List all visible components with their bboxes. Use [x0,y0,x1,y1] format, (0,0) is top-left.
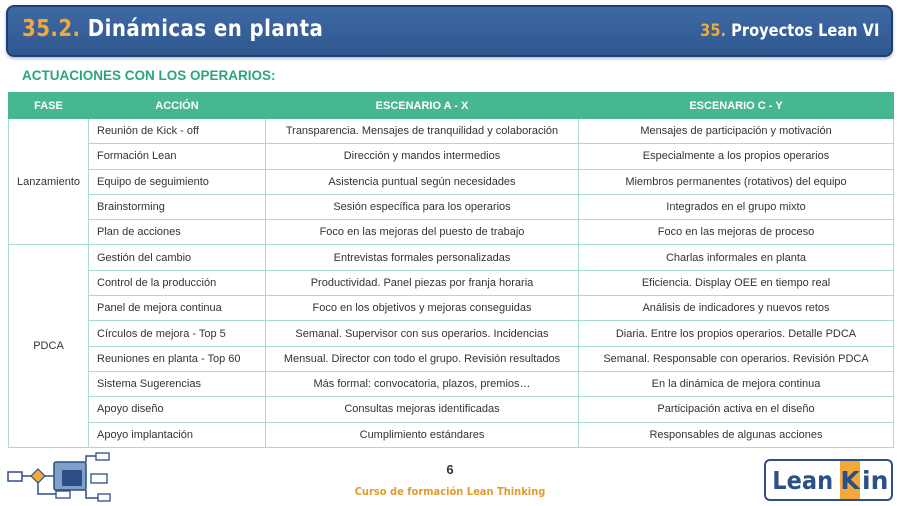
escenario-c-y-cell: Charlas informales en planta [579,245,894,270]
page-number: 6 [446,462,454,477]
title-text: Dinámicas en planta [87,16,324,42]
course-module-text: Proyectos Lean VI [730,21,879,41]
escenario-c-y-cell: Semanal. Responsable con operarios. Revisión PDCA [579,346,894,371]
accion-cell: Equipo de seguimiento [89,169,266,194]
escenario-a-x-cell: Foco en los objetivos y mejoras conseguidas [266,296,579,321]
accion-cell: Brainstorming [89,194,266,219]
accion-cell: Formación Lean [89,144,266,169]
footer-course-name: Curso de formación Lean Thinking [354,485,546,498]
escenario-a-x-cell: Transparencia. Mensajes de tranquilidad y colaboración [266,119,579,144]
escenario-a-x-cell: Consultas mejoras identificadas [266,397,579,422]
logo-letters-in: in [862,465,889,495]
fase-cell: PDCA [9,245,89,447]
escenario-a-x-cell: Cumplimiento estándares [266,422,579,447]
section-title: ACTUACIONES CON LOS OPERARIOS: [22,68,276,83]
escenario-c-y-cell: Miembros permanentes (rotativos) del equipo [579,169,894,194]
table-row [9,194,894,219]
title-number: 35.2. [22,16,81,42]
logo-kin [840,461,891,499]
table-body [9,119,894,448]
table-row [9,270,894,295]
table-row [9,422,894,447]
escenario-c-y-cell: Integrados en el grupo mixto [579,194,894,219]
escenario-c-y-cell: Análisis de indicadores y nuevos retos [579,296,894,321]
accion-cell: Apoyo diseño [89,397,266,422]
escenario-a-x-cell: Entrevistas formales personalizadas [266,245,579,270]
escenario-a-x-cell: Dirección y mandos intermedios [266,144,579,169]
table-row [9,169,894,194]
escenario-c-y-cell: Responsables de algunas acciones [579,422,894,447]
table-row [9,371,894,396]
header-escenario-c-y: ESCENARIO C - Y [579,93,894,119]
accion-cell: Reunión de Kick - off [89,119,266,144]
logo-letter-k: K [840,461,860,499]
page-title [22,16,323,42]
escenario-c-y-cell: Participación activa en el diseño [579,397,894,422]
escenario-c-y-cell: Eficiencia. Display OEE en tiempo real [579,270,894,295]
accion-cell: Control de la producción [89,270,266,295]
escenario-c-y-cell: Foco en las mejoras de proceso [579,220,894,245]
escenario-c-y-cell: Mensajes de participación y motivación [579,119,894,144]
escenario-a-x-cell: Más formal: convocatoria, plazos, premios… [266,371,579,396]
escenario-c-y-cell: Diaria. Entre los propios operarios. Detalle PDCA [579,321,894,346]
table-header-row [9,93,894,119]
escenario-c-y-cell: Especialmente a los propios operarios [579,144,894,169]
header-accion: ACCIÓN [89,93,266,119]
course-module-title [700,21,879,41]
actions-table [8,92,894,448]
table-row [9,220,894,245]
escenario-a-x-cell: Foco en las mejoras del puesto de trabajo [266,220,579,245]
course-module-number: 35. [699,21,726,41]
accion-cell: Apoyo implantación [89,422,266,447]
escenario-a-x-cell: Sesión específica para los operarios [266,194,579,219]
accion-cell: Sistema Sugerencias [89,371,266,396]
logo-word-lean: Lean [772,465,834,495]
leankin-logo [764,459,893,501]
header-escenario-a-x: ESCENARIO A - X [266,93,579,119]
fase-cell: Lanzamiento [9,119,89,245]
accion-cell: Reuniones en planta - Top 60 [89,346,266,371]
header-fase: FASE [9,93,89,119]
accion-cell: Círculos de mejora - Top 5 [89,321,266,346]
table-row [9,346,894,371]
table-row [9,119,894,144]
table-row [9,296,894,321]
escenario-a-x-cell: Asistencia puntual según necesidades [266,169,579,194]
accion-cell: Panel de mejora continua [89,296,266,321]
header-bar [6,5,893,57]
table-row [9,245,894,270]
escenario-a-x-cell: Semanal. Supervisor con sus operarios. Incidencias [266,321,579,346]
escenario-c-y-cell: En la dinámica de mejora continua [579,371,894,396]
accion-cell: Plan de acciones [89,220,266,245]
escenario-a-x-cell: Mensual. Director con todo el grupo. Revisión resultados [266,346,579,371]
table-row [9,144,894,169]
table-row [9,321,894,346]
escenario-a-x-cell: Productividad. Panel piezas por franja horaria [266,270,579,295]
accion-cell: Gestión del cambio [89,245,266,270]
table-row [9,397,894,422]
